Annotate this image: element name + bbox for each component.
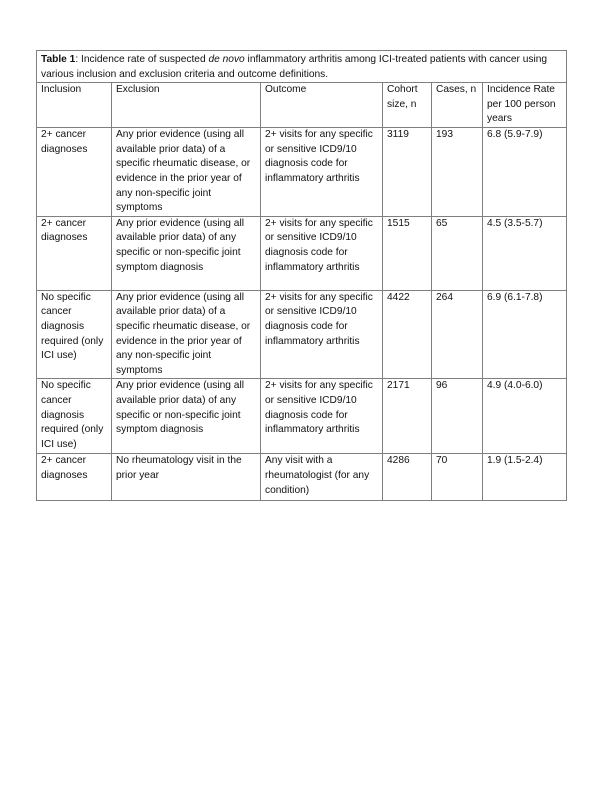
cell-outcome: Any visit with a rheumatologist (for any condition) — [261, 454, 383, 501]
cell-cases: 96 — [432, 379, 483, 454]
cell-cohort-size: 4422 — [383, 290, 432, 379]
header-outcome: Outcome — [261, 83, 383, 128]
header-cases: Cases, n — [432, 83, 483, 128]
cell-exclusion: Any prior evidence (using all available prior data) of any specific or non-specific joint symptom diagnosis — [112, 216, 261, 290]
cell-cohort-size: 3119 — [383, 128, 432, 217]
cell-exclusion: Any prior evidence (using all available prior data) of a specific rheumatic disease, or evidence in the prior year of any non-specific joint symptoms — [112, 290, 261, 379]
table-caption — [37, 51, 567, 83]
caption-text-1: : Incidence rate of suspected — [75, 54, 209, 65]
cell-inclusion: No specific cancer diagnosis required (only ICI use) — [37, 379, 112, 454]
cell-exclusion: Any prior evidence (using all available prior data) of any specific or non-specific joint symptom diagnosis — [112, 379, 261, 454]
cell-cases: 70 — [432, 454, 483, 501]
cell-cohort-size: 4286 — [383, 454, 432, 501]
cell-cases: 193 — [432, 128, 483, 217]
cell-cases: 65 — [432, 216, 483, 290]
cell-incidence-rate: 1.9 (1.5-2.4) — [483, 454, 567, 501]
cell-cases: 264 — [432, 290, 483, 379]
cell-outcome: 2+ visits for any specific or sensitive ICD9/10 diagnosis code for inflammatory arthritis — [261, 216, 383, 290]
cell-incidence-rate: 6.9 (6.1-7.8) — [483, 290, 567, 379]
caption-label: Table 1 — [41, 54, 76, 65]
cell-inclusion: 2+ cancer diagnoses — [37, 454, 112, 501]
header-inclusion: Inclusion — [37, 83, 112, 128]
table-row — [37, 379, 567, 454]
table-row — [37, 290, 567, 379]
cell-inclusion: 2+ cancer diagnoses — [37, 128, 112, 217]
caption-text-2: inflammatory arthritis among ICI-treated patients with cancer using various inclusion and exclusion criteria and outcome definitions. — [41, 54, 548, 80]
header-cohort-size: Cohort size, n — [383, 83, 432, 128]
header-incidence-rate: Incidence Rate per 100 person years — [483, 83, 567, 128]
cell-incidence-rate: 4.9 (4.0-6.0) — [483, 379, 567, 454]
header-exclusion: Exclusion — [112, 83, 261, 128]
cell-incidence-rate: 6.8 (5.9-7.9) — [483, 128, 567, 217]
table-row — [37, 216, 567, 290]
cell-cohort-size: 2171 — [383, 379, 432, 454]
cell-incidence-rate: 4.5 (3.5-5.7) — [483, 216, 567, 290]
cell-inclusion: No specific cancer diagnosis required (only ICI use) — [37, 290, 112, 379]
cell-outcome: 2+ visits for any specific or sensitive ICD9/10 diagnosis code for inflammatory arthritis — [261, 290, 383, 379]
cell-exclusion: No rheumatology visit in the prior year — [112, 454, 261, 501]
cell-inclusion: 2+ cancer diagnoses — [37, 216, 112, 290]
cell-outcome: 2+ visits for any specific or sensitive ICD9/10 diagnosis code for inflammatory arthritis — [261, 128, 383, 217]
cell-cohort-size: 1515 — [383, 216, 432, 290]
caption-italic: de novo — [208, 54, 245, 65]
incidence-table — [36, 50, 567, 501]
header-row — [37, 83, 567, 128]
table-row — [37, 128, 567, 217]
cell-exclusion: Any prior evidence (using all available prior data) of a specific rheumatic disease, or evidence in the prior year of any non-specific joint symptoms — [112, 128, 261, 217]
caption-row — [37, 51, 567, 83]
cell-outcome: 2+ visits for any specific or sensitive ICD9/10 diagnosis code for inflammatory arthritis — [261, 379, 383, 454]
table-row — [37, 454, 567, 501]
